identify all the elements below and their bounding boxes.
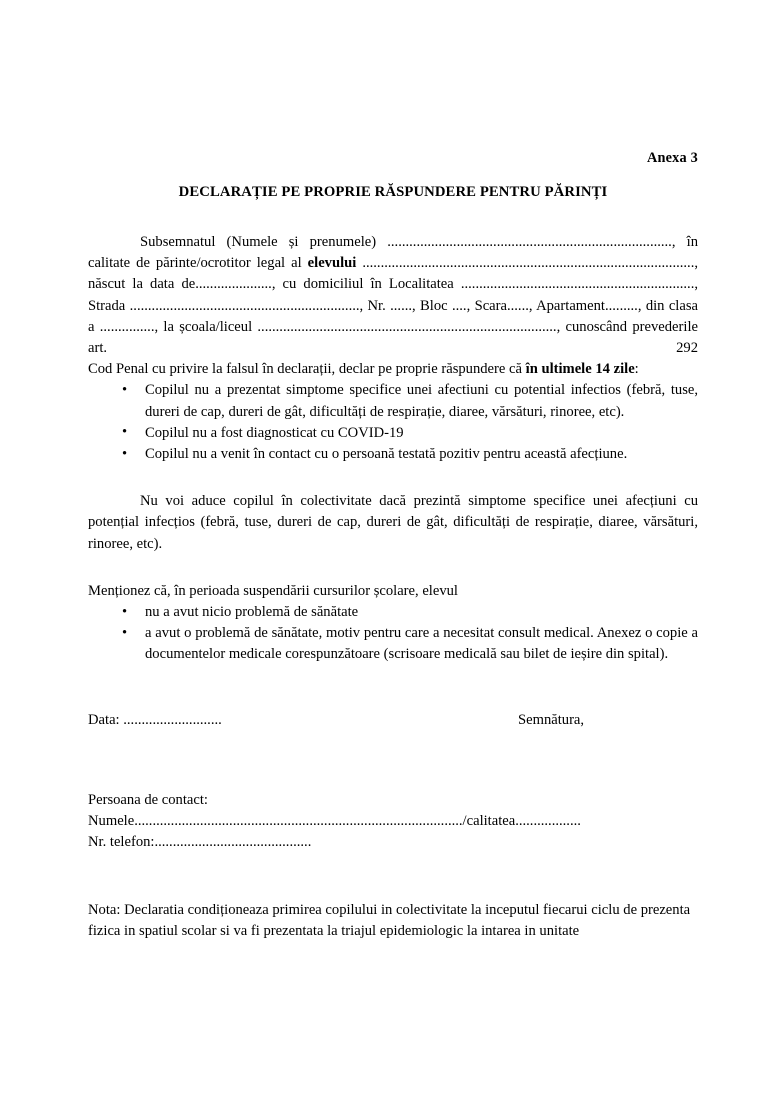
nr-label: Nr.: [367, 297, 386, 314]
date-field-label: Data: ...........................: [88, 711, 222, 728]
contact-heading: Persoana de contact:: [88, 791, 208, 808]
intro-word-nascut: născut: [88, 276, 126, 293]
contact-phone-field: Nr. telefon:...........................................: [88, 834, 312, 851]
intro-word-legal: legal: [256, 255, 286, 272]
street-dots: ...............................................................,: [129, 297, 364, 314]
din-clasa-label: din clasa a: [88, 297, 698, 335]
intro-word-strada: Strada: [88, 297, 126, 314]
intro-domicile-lead: de....................., cu domiciliul în Localitatea: [181, 276, 454, 293]
nr-dots: ......,: [390, 297, 416, 314]
mention-lead-paragraph: Menționez că, în perioada suspendării cursurilor școlare, elevul: [88, 582, 458, 599]
signature-row: [88, 710, 698, 732]
bloc-dots: ....,: [451, 297, 471, 314]
cunoscand-text: cunoscând prevederile art. 292: [88, 318, 698, 357]
list-item: • nu a avut nicio problemă de sănătate: [88, 602, 698, 623]
scara-field: Scara......,: [474, 297, 533, 314]
school-dots: ..................................................................................,: [257, 318, 561, 335]
document-content: [88, 0, 698, 943]
cod-penal-bold: în ultimele 14 zile: [525, 361, 635, 378]
footer-note: Nota: Declaratia condiționeaza primirea copilului in colectivitate la inceputul fiecarui ciclu de prezenta fizica in spatiul scolar si va fi prezentata la triajul epidemiologic la intarea in unitate: [88, 902, 691, 940]
intro-dots-long-1: ...........................................................................................,: [362, 255, 698, 272]
intro-elevului-bold: elevului: [307, 255, 357, 272]
name-dots: ..............................................................................,: [387, 234, 676, 250]
list-item: • Copilul nu a prezentat simptome specifice unei afectiuni cu potential infectios (febră, tuse, dureri de cap, dureri de gât, dificultăți de respirație, diaree, vărsături, rinoree, etc).: [88, 380, 698, 422]
intro-word-la: la: [132, 276, 143, 293]
cod-penal-paragraph: [88, 359, 698, 380]
intro-word-calitate: calitate: [88, 255, 131, 272]
intro-word-data: data: [150, 276, 175, 293]
mention-bullet-list: [88, 602, 698, 666]
contact-block: [88, 790, 698, 854]
list-item: • Copilul nu a venit în contact cu o persoană testată pozitiv pentru această afecțiune.: [88, 444, 698, 465]
scoala-liceul-label: școala/liceul: [179, 318, 253, 335]
declaration-bullet-list: [88, 380, 698, 465]
intro-word-al: al: [291, 255, 302, 272]
list-item: • a avut o problemă de sănătate, motiv pentru care a necesitat consult medical. Anexez o copie a documentelor medicale corespunzătoare (scrisoare medicală sau bilet de ieșire din spital).: [88, 623, 698, 665]
contact-name-field: Numele........................................................................................../calitatea..................: [88, 812, 581, 829]
intro-word-in: în: [686, 234, 698, 250]
intro-lead: Subsemnatul (Numele și prenumele): [140, 234, 377, 250]
cod-penal-colon: :: [634, 361, 639, 378]
intro-word-parinte: părinte/ocrotitor: [155, 255, 251, 272]
intro-word-de: de: [136, 255, 150, 272]
la-label: la: [163, 318, 174, 335]
cod-penal-lead: Cod Penal cu privire la falsul în declarații, declar pe proprie răspundere că: [88, 361, 522, 378]
commitment-paragraph: Nu voi aduce copilul în colectivitate dacă prezintă simptome specifice unei afecțiuni cu potențial infecțios (febră, tuse, dureri de cap, dureri de gât, dificultăți de respirație, diaree, vărsături, rinoree, etc).: [88, 493, 698, 552]
intro-paragraph: [88, 232, 698, 359]
page-title: DECLARAȚIE PE PROPRIE RĂSPUNDERE PENTRU PĂRINȚI: [178, 184, 608, 200]
clasa-dots: ...............,: [99, 318, 159, 335]
signature-field-label: Semnătura,: [518, 711, 585, 728]
list-item: • Copilul nu a fost diagnosticat cu COVID-19: [88, 423, 698, 444]
bloc-label: Bloc: [420, 297, 448, 314]
locality-dots: ................................................................,: [460, 276, 698, 293]
apartment-field: Apartament.........,: [536, 297, 642, 314]
annex-label: Anexa 3: [646, 150, 698, 166]
